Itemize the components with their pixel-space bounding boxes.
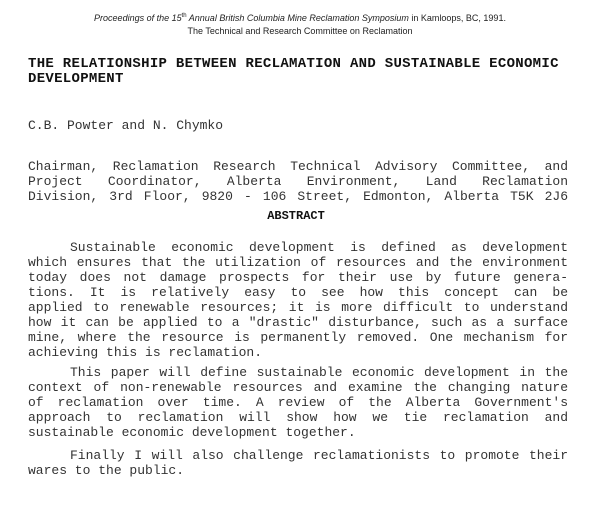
affiliation-line: Project Coordinator, Alberta Environment, Land Reclamation [28,174,568,189]
text-line: mine, where the resource is permanently removed. One mechanism for [28,330,568,345]
text-line: Sustainable economic development is defined as development [70,240,568,255]
text-line: applied to renewable resources; it is more difficult to understand [28,300,568,315]
abstract-paragraph-1 [28,240,568,360]
text-line: approach to reclamation will show how we tie reclamation and [28,410,568,425]
text-line: of reclamation over time. A review of the Alberta Government's [28,395,568,410]
abstract-heading: ABSTRACT [267,209,325,223]
authors: C.B. Powter and N. Chymko [28,118,224,133]
location-year: in Kamloops, BC, 1991. [408,13,506,23]
committee-line: The Technical and Research Committee on Reclamation [187,26,413,36]
proceedings-title: Proceedings of the 15 [94,13,182,23]
text-line: Finally I will also challenge reclamationists to promote their [70,448,568,463]
text-line: achieving this is reclamation. [28,345,263,360]
paper-title-line-2: DEVELOPMENT [28,71,124,87]
text-line: which ensures that the utilization of resources and the environment [28,255,568,270]
abstract-paragraph-3 [28,448,568,478]
affiliation-line: Chairman, Reclamation Research Technical Advisory Committee, and [28,159,568,174]
symposium-name: Annual British Columbia Mine Reclamation Symposium [186,13,409,23]
text-line: wares to the public. [28,463,185,478]
affiliation-line: Division, 3rd Floor, 9820 - 106 Street, Edmonton, Alberta T5K 2J6 [28,189,568,204]
paper-title-line-1: THE RELATIONSHIP BETWEEN RECLAMATION AND SUSTAINABLE ECONOMIC [28,56,559,72]
affiliation [28,159,568,204]
text-line: context of non-renewable resources and examine the changing nature [28,380,568,395]
text-line: sustainable economic development together. [28,425,356,440]
text-line: how it can be applied to a "drastic" disturbance, such as a surface [28,315,568,330]
text-line: today does not damage prospects for their use by future genera- [28,270,568,285]
proceedings-header [0,13,600,24]
text-line: This paper will define sustainable economic development in the [70,365,568,380]
abstract-paragraph-2 [28,365,568,440]
ordinal-suffix: th [181,13,187,19]
text-line: tions. It is relatively easy to see how this concept can be [28,285,568,300]
